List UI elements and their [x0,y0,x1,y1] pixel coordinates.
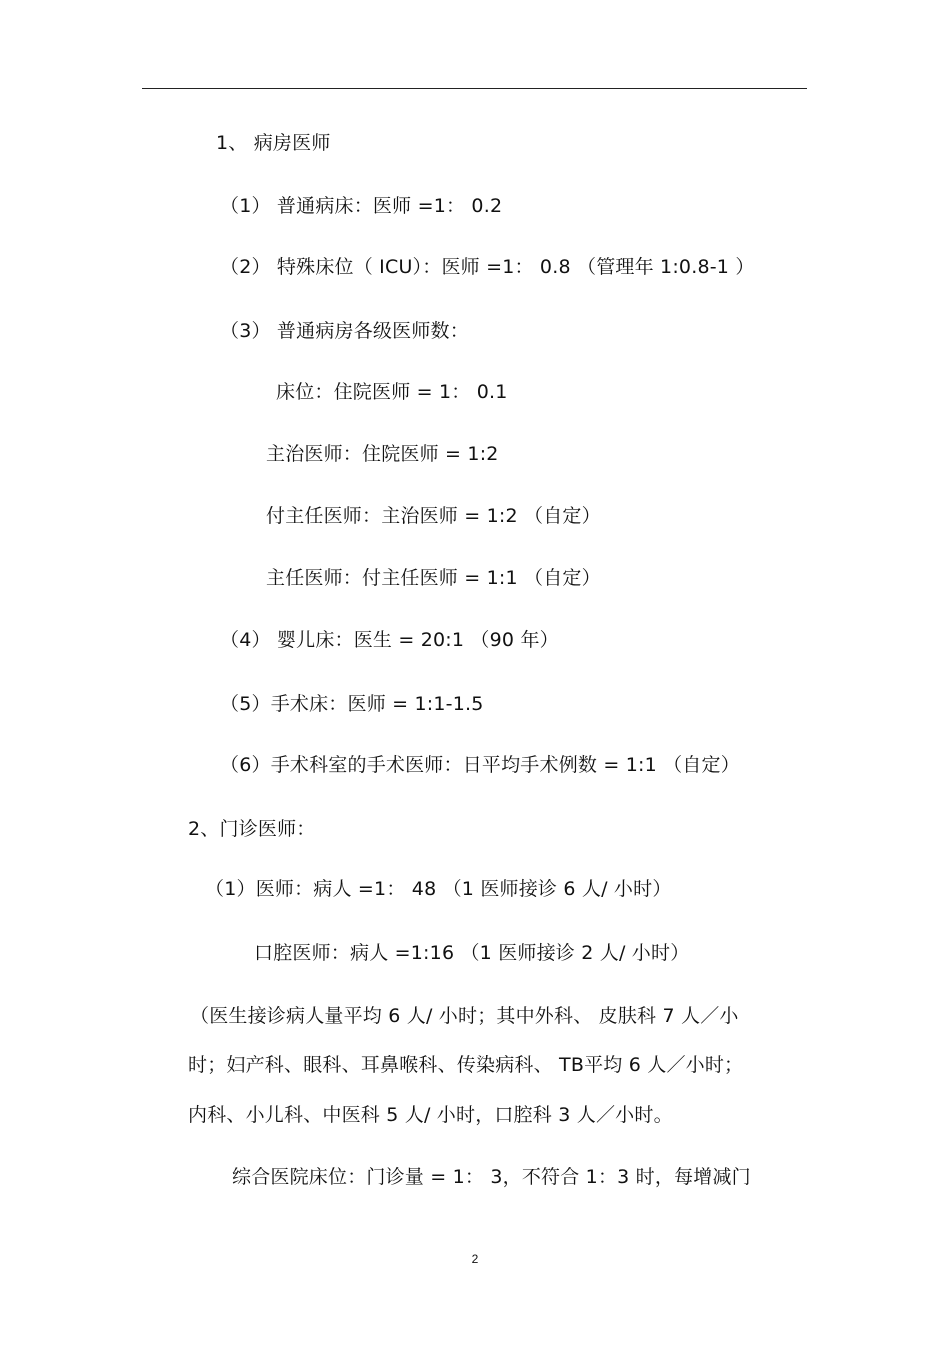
list-item: （1）医师：病人 =1： 48 （1 医师接诊 6 人/ 小时） [205,878,672,900]
paragraph-line: 时；妇产科、眼科、耳鼻喉科、传染病科、 TB平均 6 人／小时； [188,1054,744,1076]
list-item: （6）手术科室的手术医师：日平均手术例数 = 1:1 （自定） [220,754,740,776]
list-item: 床位：住院医师 = 1： 0.1 [276,381,508,403]
page-number: 2 [471,1252,479,1266]
list-item: 付主任医师：主治医师 = 1:2 （自定） [266,505,601,527]
section-2-heading: 2、门诊医师： [188,818,316,840]
list-item: （3） 普通病房各级医师数： [220,320,469,342]
header-rule [142,88,807,89]
section-1-heading: 1、 病房医师 [216,132,331,154]
list-item: （5）手术床：医师 = 1:1-1.5 [220,693,484,715]
list-item: （4） 婴儿床：医生 = 20:1 （90 年） [220,629,559,651]
paragraph-line: （医生接诊病人量平均 6 人/ 小时；其中外科、 皮肤科 7 人／小 [190,1005,739,1027]
list-item: 主治医师：住院医师 = 1:2 [266,443,499,465]
list-item: （2） 特殊床位（ ICU）：医师 =1： 0.8 （管理年 1:0.8-1 ） [220,256,755,278]
list-item: （1） 普通病床：医师 =1： 0.2 [220,195,503,217]
list-item: 主任医师：付主任医师 = 1:1 （自定） [266,567,601,589]
list-item: 口腔医师：病人 =1:16 （1 医师接诊 2 人/ 小时） [254,942,690,964]
paragraph-line: 综合医院床位：门诊量 = 1： 3，不符合 1：3 时，每增减门 [232,1166,751,1188]
paragraph-line: 内科、小儿科、中医科 5 人/ 小时，口腔科 3 人／小时。 [188,1104,673,1126]
